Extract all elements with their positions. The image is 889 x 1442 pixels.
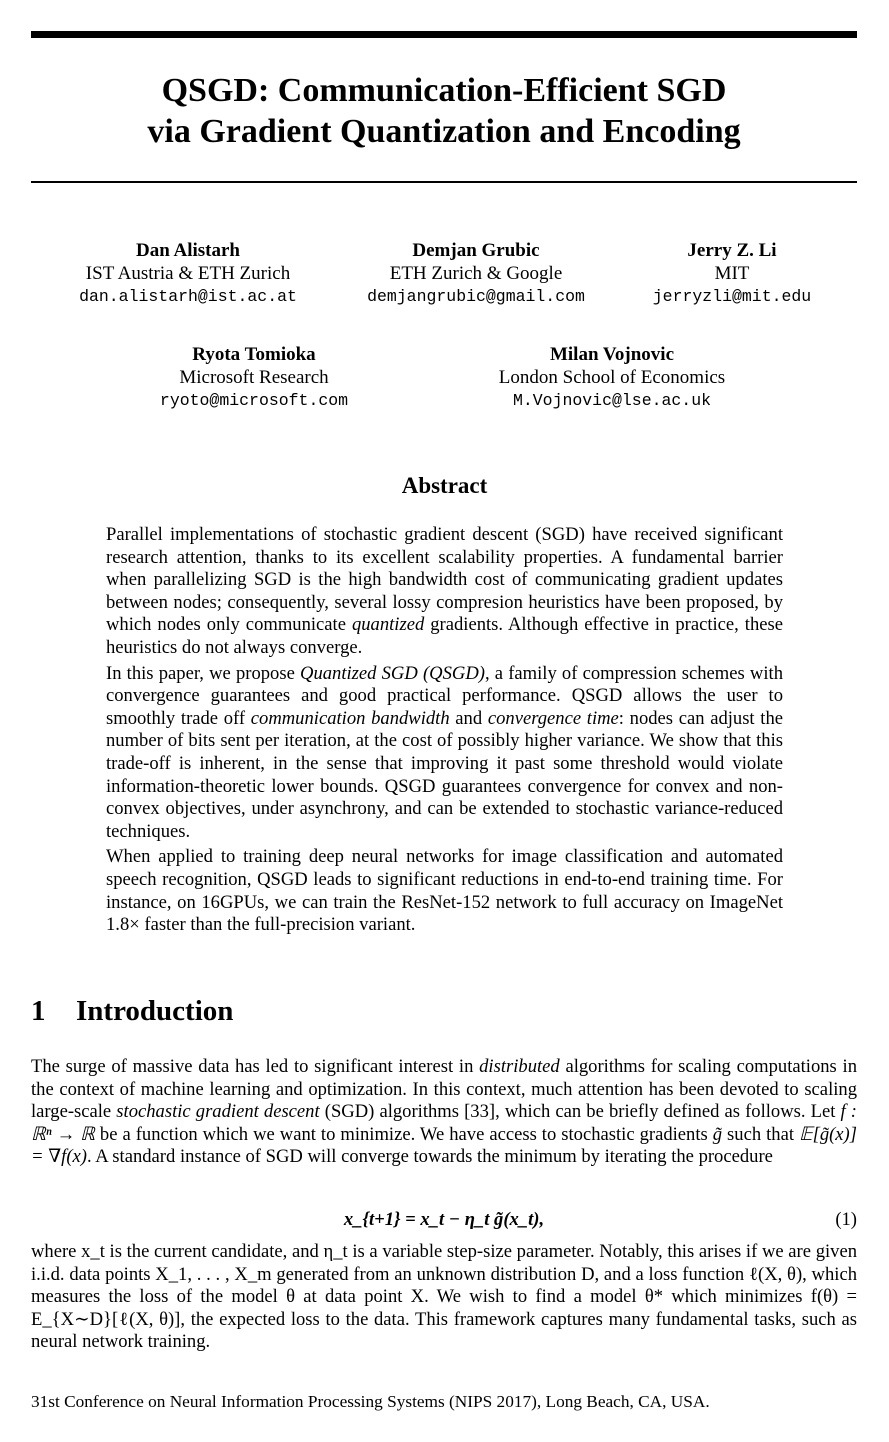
author-block (336, 239, 616, 309)
text-run: and (449, 707, 488, 729)
text-run: : nodes can adjust the number of bits sent per iteration, at the cost of possibly higher variance. We show that this trade-off is inherent, in the sense that improving it past some threshold would violate information-theoretic lower bounds. QSGD guarantees convergence for convex and non-convex objectives, under asynchrony, and can be extended to stochastic variance-reduced techniques. (106, 707, 783, 842)
author-email[interactable]: demjangrubic@gmail.com (367, 287, 585, 306)
conference-footnote: 31st Conference on Neural Information Processing Systems (NIPS 2017), Long Beach, CA, USA. (31, 1392, 710, 1411)
abstract-paragraph (106, 663, 783, 844)
text-run: , a family of compression schemes with convergence guarantees and good practical performance. QSGD allows the user to smoothly trade off (106, 662, 783, 729)
author-block (632, 239, 832, 309)
text-run: Parallel implementations of stochastic gradient descent (SGD) have received significant research attention, thanks to its excellent scalability properties. A fundamental barrier when parallelizing SGD is the high bandwidth cost of communicating gradient updates between nodes; consequently, several lossy compresion heuristics have been proposed, by which nodes only communicate (106, 524, 783, 636)
text-run: (SGD) algorithms [33], which can be briefly defined as follows. Let (319, 1101, 841, 1123)
author-affiliation: London School of Economics (498, 367, 726, 388)
equation-number: (1) (835, 1209, 857, 1230)
author-name: Ryota Tomioka (192, 344, 316, 365)
emphasis-text: stochastic gradient descent (116, 1101, 320, 1123)
text-run: . A standard instance of SGD will converge towards the minimum by iterating the procedure (86, 1146, 773, 1168)
abstract-heading: Abstract (401, 473, 488, 498)
title-line-2: via Gradient Quantization and Encoding (147, 113, 741, 150)
emphasis-text: communication bandwidth (250, 707, 450, 729)
inline-math: 𝔼[g̃(x)] = ∇f(x) (31, 1123, 857, 1168)
emphasis-text: Quantized SGD (QSGD) (300, 662, 485, 684)
intro-paragraph (31, 1056, 857, 1169)
emphasis-text: quantized (351, 614, 425, 636)
author-affiliation: ETH Zurich & Google (389, 263, 563, 284)
author-email[interactable]: jerryzli@mit.edu (652, 287, 812, 306)
author-block (124, 343, 384, 413)
abstract-paragraph: When applied to training deep neural networks for image classification and automated speech recognition, QSGD leads to significant reductions in end-to-end training time. For instance, on 16GPUs, we can train the ResNet-152 network to full accuracy on ImageNet 1.8× faster than the full-precision variant. (106, 846, 783, 936)
abstract-paragraph (106, 524, 783, 660)
equation-row (31, 1207, 857, 1233)
inline-math: g̃ (712, 1123, 723, 1145)
author-block (462, 343, 762, 413)
author-email[interactable]: M.Vojnovic@lse.ac.uk (512, 391, 712, 410)
author-affiliation: MIT (714, 263, 750, 284)
emphasis-text: convergence time (487, 707, 619, 729)
inline-math: f : ℝⁿ → ℝ (31, 1101, 857, 1145)
author-name: Jerry Z. Li (687, 240, 777, 261)
author-email[interactable]: dan.alistarh@ist.ac.at (79, 287, 297, 306)
title-line-1: QSGD: Communication-Efficient SGD (161, 72, 727, 109)
text-run: gradients. Although effective in practice, these heuristics do not always converge. (106, 614, 783, 658)
text-run: The surge of massive data has led to significant interest in (31, 1056, 480, 1077)
text-run: such that (722, 1123, 800, 1145)
author-name: Demjan Grubic (412, 240, 540, 261)
text-run: In this paper, we propose (106, 662, 301, 684)
section-heading (31, 994, 233, 1028)
abstract-body (106, 524, 783, 940)
text-run: be a function which we want to minimize. We have access to stochastic gradients (94, 1123, 713, 1145)
author-name: Milan Vojnovic (549, 344, 675, 365)
emphasis-text: distributed (479, 1056, 560, 1077)
section-number: 1 (31, 995, 46, 1027)
text-run: algorithms for scaling computations in the context of machine learning and optimization. In this context, much attention has been devoted to scaling large-scale (31, 1056, 857, 1123)
intro-paragraph-2: where x_t is the current candidate, and η_t is a variable step-size parameter. Notably, this arises if we are given i.i.d. data points X_1, . . . , X_m generated from an unknown distribution D, and a loss function ℓ(X, θ), which measures the loss of the model θ at data point X. We wish to find a model θ* which minimizes f(θ) = E_{X∼D}[ℓ(X, θ)], the expected loss to the data. This framework captures many fundamental tasks, such as neural network training. (31, 1241, 857, 1353)
author-email[interactable]: ryoto@microsoft.com (159, 391, 349, 410)
author-affiliation: IST Austria & ETH Zurich (85, 263, 291, 284)
author-affiliation: Microsoft Research (179, 367, 329, 388)
title-bottom-rule (31, 181, 857, 183)
author-name: Dan Alistarh (136, 240, 240, 261)
paper-title (31, 70, 857, 152)
section-title: Introduction (76, 995, 234, 1027)
author-block (58, 239, 318, 309)
equation: x_{t+1} = x_t − η_t g̃(x_t), (343, 1209, 545, 1230)
top-rule (31, 31, 857, 38)
